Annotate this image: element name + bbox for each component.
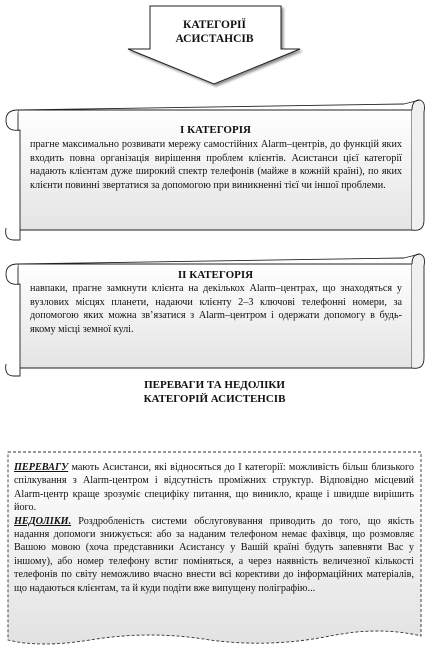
- advantage-paragraph: [14, 461, 414, 515]
- comparison-heading-line1: ПЕРЕВАГИ ТА НЕДОЛІКИ: [144, 379, 285, 391]
- header-title-line2: АСИСТАНСІВ: [175, 33, 254, 45]
- comparison-text: [14, 461, 414, 595]
- advantage-text: мають Асистанси, які відносяться до І категорії: можливість більш близького спілкування з Alarm-центром і відсутність проміжних структур. Відповідно місцевий Alarm-центр краще зрозуміє специфіку питання, що виникло, краще і швидше вирішить його.: [14, 462, 414, 514]
- category1-title: І КАТЕГОРІЯ: [180, 124, 251, 136]
- category1-text: прагне максимально розвивати мережу самостійних Alarm–центрів, до функцій яких входить повна організація вирішення проблем клієнтів. Асистанси цієї категорії надають клієнтам дуже широкий спектр телефонів (майже в кожній країні), по яких клієнти повинні звертатися за допомогою при виникненні тієї чи іншої проблеми.: [30, 139, 402, 191]
- advantage-lead: ПЕРЕВАГУ: [14, 462, 69, 473]
- disadvantage-paragraph: [14, 515, 414, 595]
- comparison-heading-line2: КАТЕГОРІЙ АСИСТЕНСІВ: [143, 393, 286, 405]
- header-title-line1: КАТЕГОРІЇ: [183, 19, 246, 31]
- disadvantage-lead: НЕДОЛІКИ.: [14, 515, 72, 527]
- header-title: [0, 18, 429, 46]
- disadvantage-text: Роздробленість системи обслуговування приводить до того, що якість надання допомоги знижується: або за наданим телефоном немає фахівця, що розмовляє Вашою мовою (хоча представники Асистансу у Вашій країні будуть запевняти Вас у іншому), або номер телефону встиг поміняться, а через наявність величезної кількості телефонів по світу неможливо вчасно внести всі корективи до інформаційних матеріалів, що надаються клієнтам, та й куди подіти вже випущену поліграфію...: [14, 515, 414, 594]
- category2-text: навпаки, прагне замкнути клієнта на декількох Alarm–центрах, що знаходяться у вузлових місцях планети, надаючи клієнту 2–3 ключові телефонні номери, за допомогою яких можна зв’язатися з Alarm–центром і одержати допомогу в будь-якому місці земної кулі.: [30, 283, 402, 335]
- category2-title: ІІ КАТЕГОРІЯ: [177, 269, 254, 281]
- comparison-heading: [0, 378, 429, 406]
